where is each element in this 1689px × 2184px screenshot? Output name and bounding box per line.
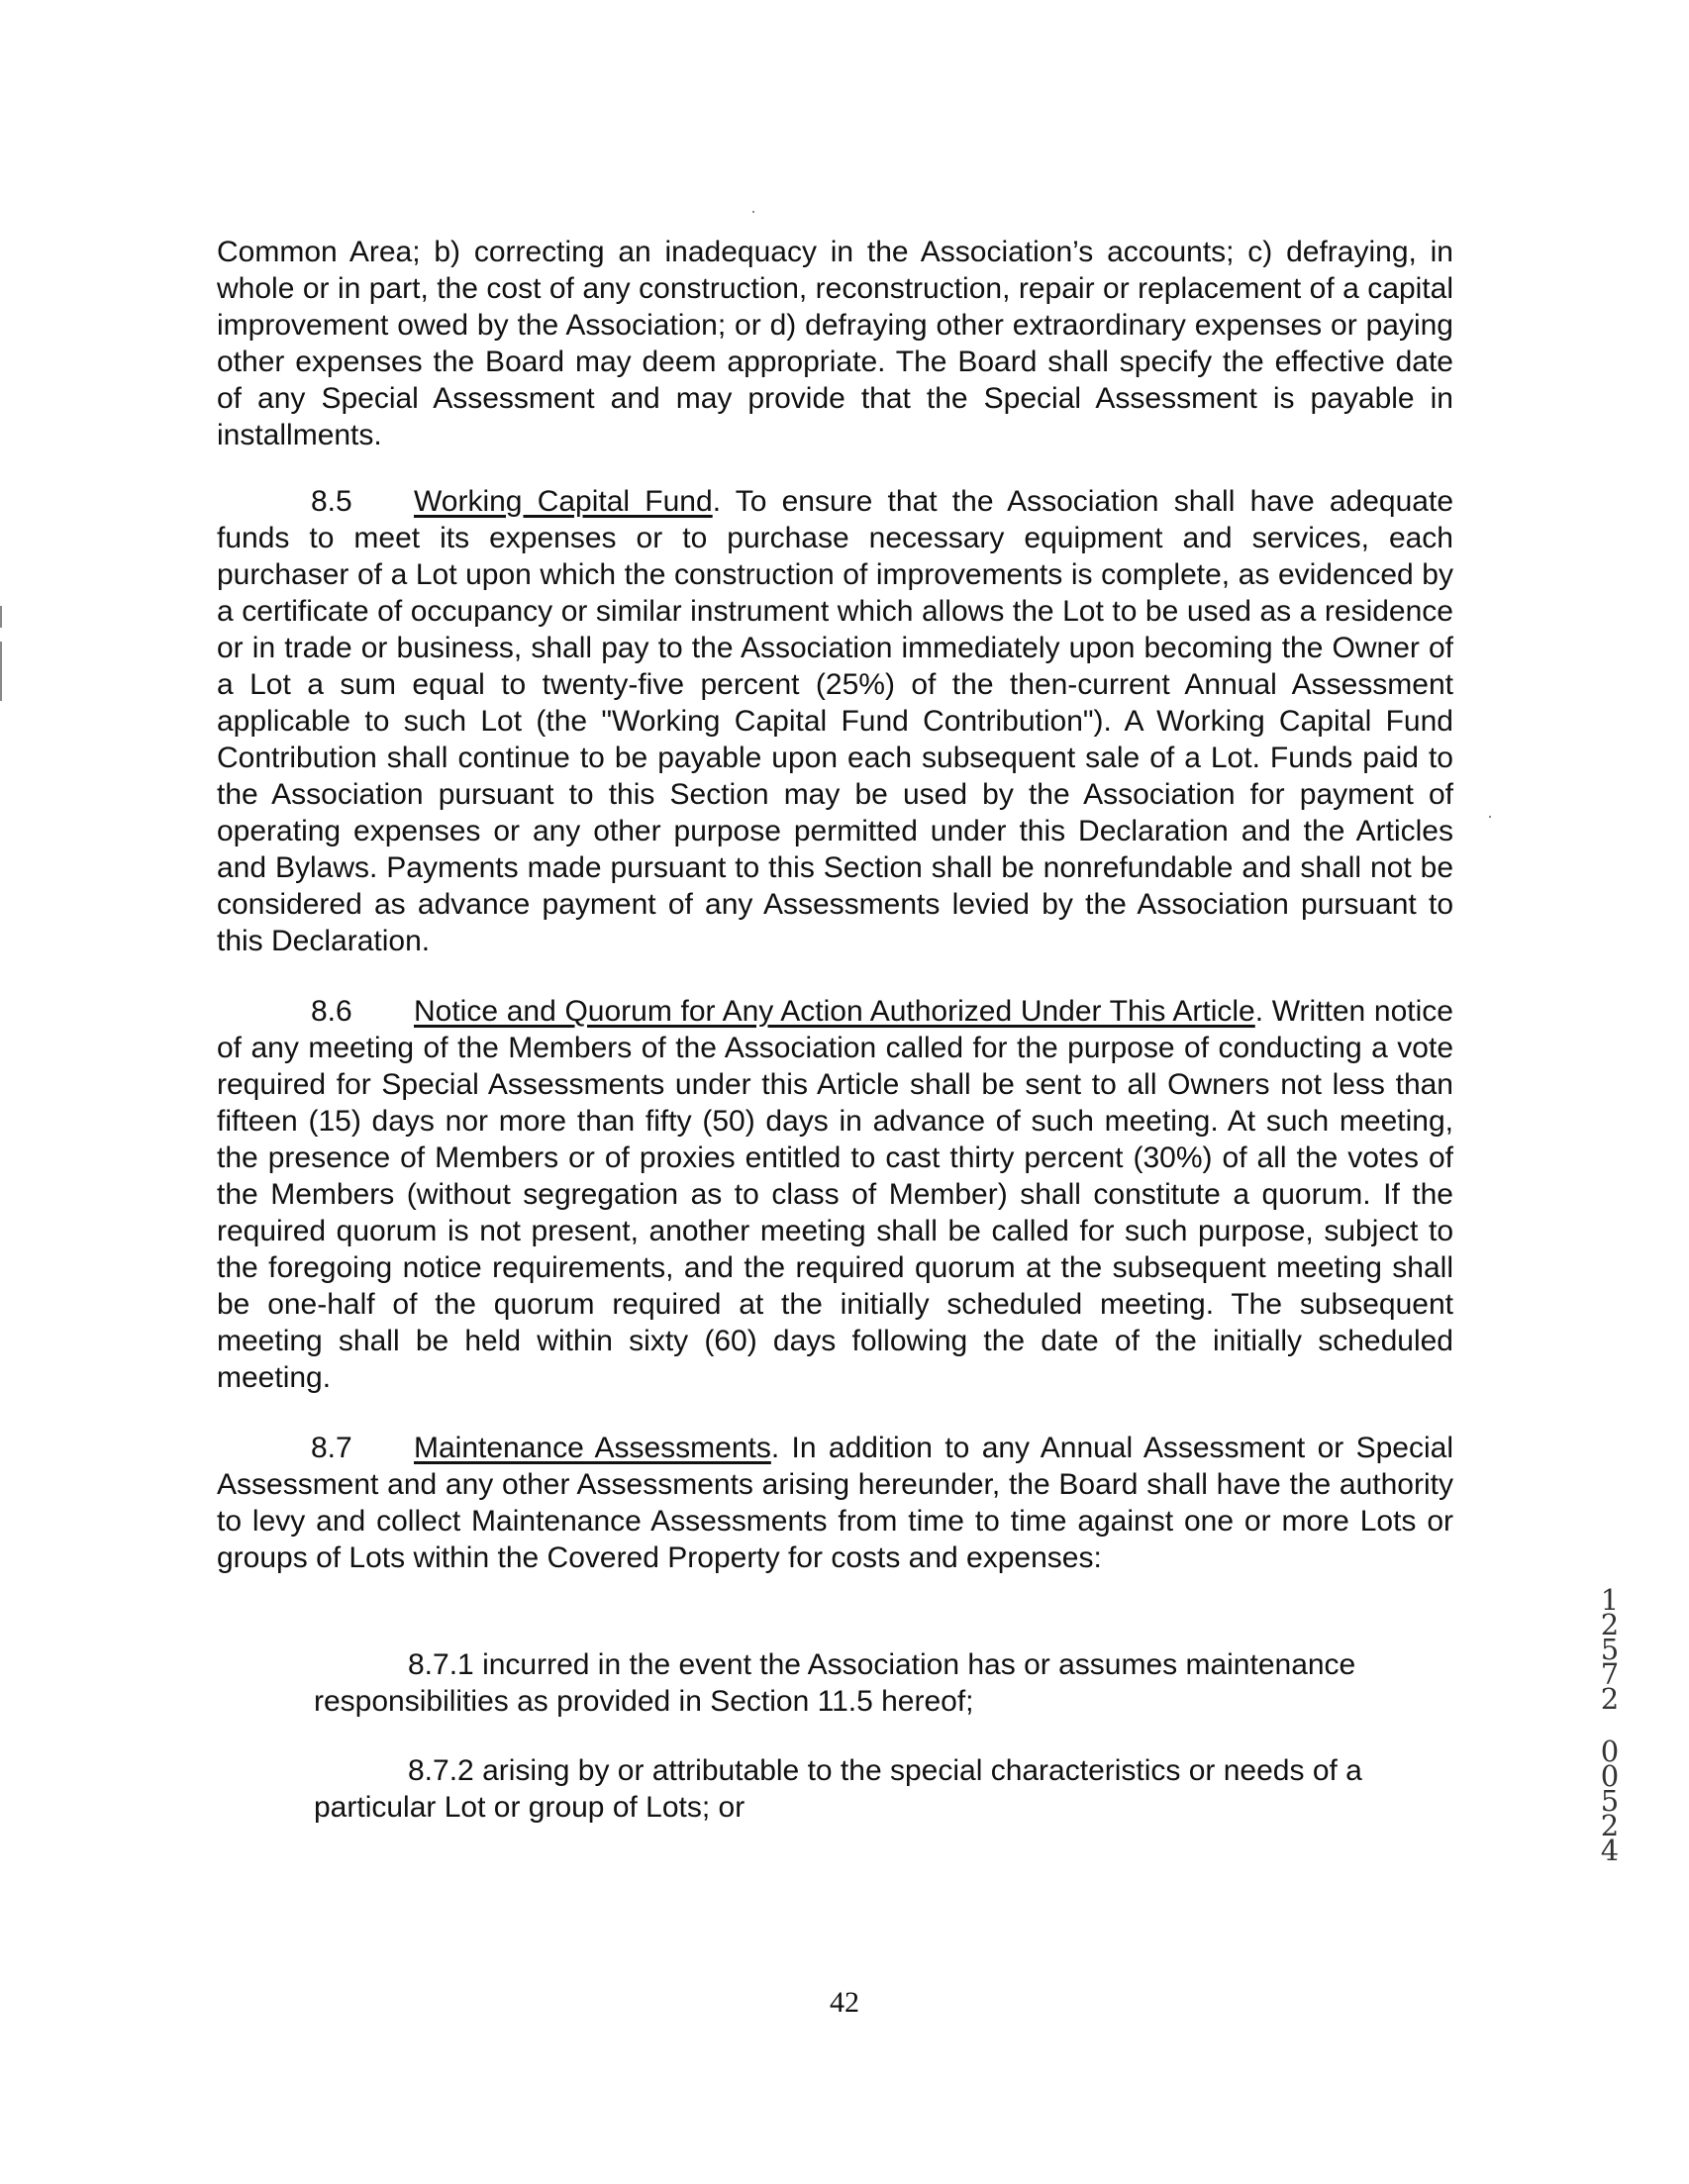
section-heading: Maintenance Assessments	[414, 1432, 771, 1464]
section-8-5	[217, 483, 1453, 959]
subsection-body: arising by or attributable to the special characteristics or needs of a particular Lot or group of Lots; or	[314, 1754, 1362, 1824]
subsection-number: 8.7.1	[408, 1648, 474, 1681]
subsection-8-7-2	[314, 1752, 1453, 1826]
section-body: To ensure that the Association shall have adequate funds to meet its expenses or to purchase necessary equipment and services, each purchaser of a Lot upon which the construction of improvements is complete, as evidenced by a certificate of occupancy or similar instrument which allows the Lot to be used as a residence or in trade or business, shall pay to the Association immediately upon becoming the Owner of a Lot a sum equal to twenty-five percent (25%) of the then-current Annual Assessment applicable to such Lot (the "Working Capital Fund Contribution"). A Working Capital Fund Contribution shall continue to be payable upon each subsequent sale of a Lot. Funds paid to the Association pursuant to this Section may be used by the Association for payment of operating expenses or any other purpose permitted under this Declaration and the Articles and Bylaws. Payments made pursuant to this Section shall be nonrefundable and shall not be considered as advance payment of any Assessments levied by the Association pursuant to this Declaration.	[217, 485, 1454, 957]
section-paragraph	[217, 993, 1453, 1396]
section-body: In addition to any Annual Assessment or Special Assessment and any other Assessments arising hereunder, the Board shall have the authority to levy and collect Maintenance Assessments from time to time against one or more Lots or groups of Lots within the Covered Property for costs and expenses:	[217, 1432, 1453, 1574]
subsection-paragraph	[314, 1646, 1453, 1720]
section-heading-period: .	[1254, 995, 1264, 1028]
section-heading: Notice and Quorum for Any Action Authorized Under This Article	[414, 995, 1255, 1028]
section-heading-period: .	[712, 485, 722, 518]
stamp-digit: 7	[1600, 1657, 1620, 1691]
stamp-digit: 4	[1600, 1834, 1620, 1867]
subsection-number: 8.7.2	[408, 1754, 474, 1787]
stamp-digit: 5	[1600, 1784, 1620, 1818]
scan-edge-mark	[0, 606, 2, 628]
subsection-8-7-1	[314, 1646, 1453, 1720]
section-number: 8.7	[311, 1432, 352, 1464]
section-heading-period: .	[770, 1432, 780, 1464]
stamp-digit: 1	[1600, 1583, 1620, 1617]
section-body: Written notice of any meeting of the Members of the Association called for the purpose of conducting a vote required for Special Assessments under this Article shall be sent to all Owners not less than fifteen (15) days nor more than fifty (50) days in advance of such meeting. At such meeting, the presence of Members or of proxies entitled to cast thirty percent (30%) of all the votes of the Members (without segregation as to class of Member) shall constitute a quorum. If the required quorum is not present, another meeting shall be called for such purpose, subject to the foregoing notice requirements, and the required quorum at the subsequent meeting shall be one-half of the quorum required at the initially scheduled meeting. The subsequent meeting shall be held within sixty (60) days following the date of the initially scheduled meeting.	[217, 995, 1453, 1394]
section-8-6	[217, 993, 1453, 1396]
section-number: 8.5	[311, 485, 352, 518]
opening-paragraph-text: Common Area; b) correcting an inadequacy in the Association’s accounts; c) defraying, in whole or in part, the cost of any construction, reconstruction, repair or replacement of a capital improvement owed by the Association; or d) defraying other extraordinary expenses or paying other expenses the Board may deem appropriate. The Board shall specify the effective date of any Special Assessment and may provide that the Special Assessment is payable in installments.	[217, 236, 1453, 451]
opening-paragraph	[217, 234, 1453, 453]
stamp-digit: 0	[1600, 1759, 1620, 1793]
stamp-digit: 0	[1600, 1735, 1620, 1768]
section-paragraph	[217, 483, 1453, 959]
section-8-7	[217, 1430, 1453, 1576]
stamp-digit: 2	[1600, 1682, 1620, 1716]
scan-speck	[752, 211, 754, 213]
subsection-paragraph	[314, 1752, 1453, 1826]
margin-stamp-number	[1590, 1583, 1630, 1867]
section-paragraph	[217, 1430, 1453, 1576]
page-number: 42	[830, 1986, 859, 2019]
stamp-digit: 2	[1600, 1809, 1620, 1842]
subsection-body: incurred in the event the Association has or assumes maintenance responsibilities as provided in Section 11.5 hereof;	[314, 1648, 1356, 1718]
scan-edge-mark	[0, 642, 2, 701]
section-heading: Working Capital Fund	[414, 485, 713, 518]
stamp-digit: 2	[1600, 1608, 1620, 1641]
scan-speck	[1489, 816, 1491, 818]
stamp-digit: 5	[1600, 1633, 1620, 1666]
section-number: 8.6	[311, 995, 352, 1028]
